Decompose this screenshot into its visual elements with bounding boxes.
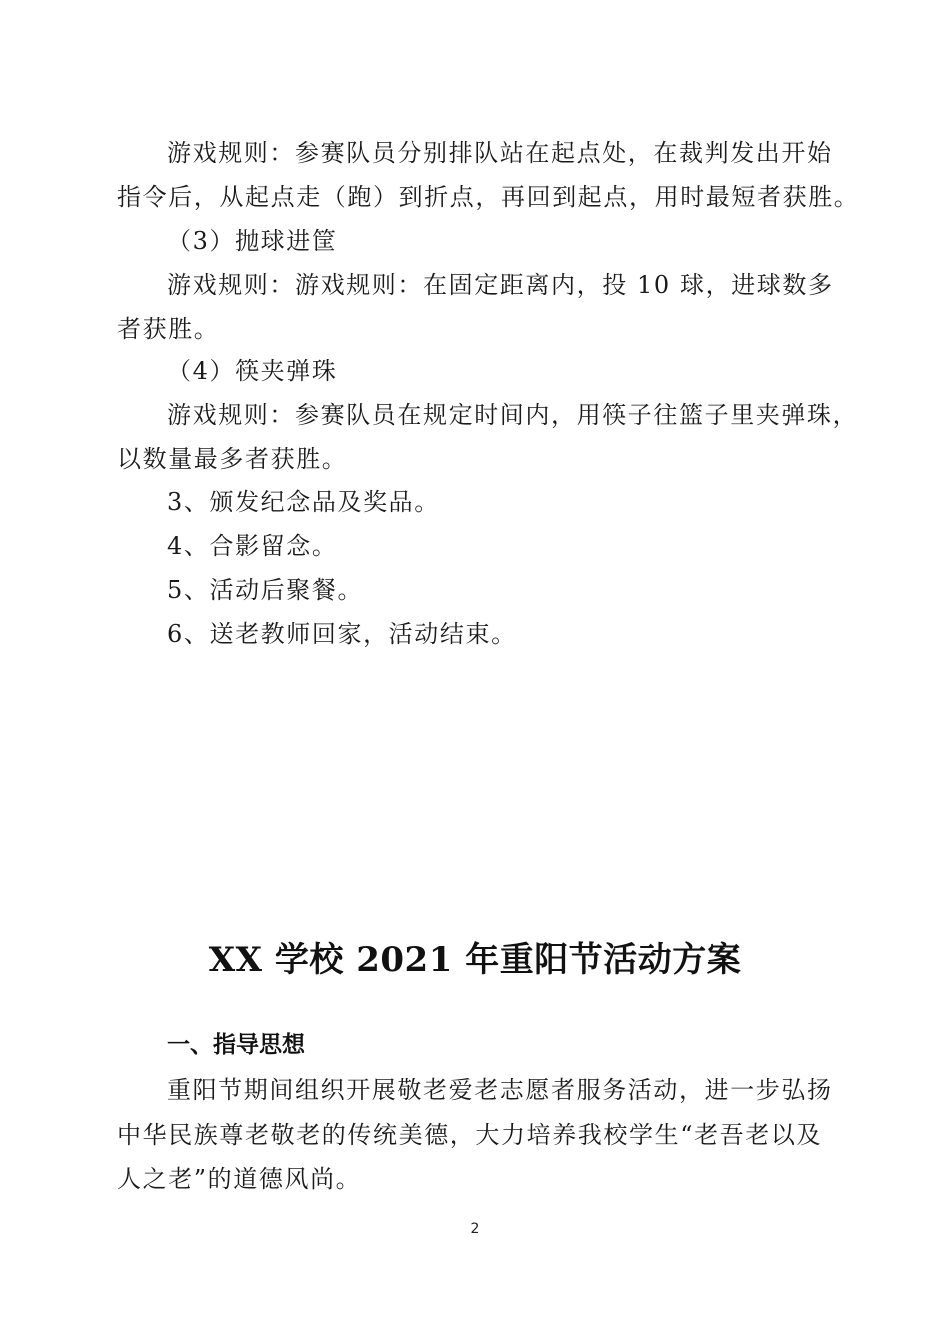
page-number: 2: [470, 1221, 480, 1237]
rule-text-line: 指令后，从起点走（跑）到折点，再回到起点，用时最短者获胜。: [117, 183, 860, 211]
game-item-heading: （3）抛球进筐: [167, 227, 338, 255]
body-text-line: 中华民族尊老敬老的传统美德，大力培养我校学生“老吾老以及: [117, 1121, 823, 1149]
agenda-step: 5、活动后聚餐。: [167, 576, 364, 604]
rule-text-line: 游戏规则：游戏规则：在固定距离内，投 10 球，进球数多: [167, 271, 834, 299]
rule-text-line: 以数量最多者获胜。: [117, 445, 348, 473]
rule-text-line: 者获胜。: [117, 315, 220, 343]
section-heading: 一、指导思想: [167, 1032, 305, 1058]
body-text-line: 人之老”的道德风尚。: [117, 1165, 362, 1193]
agenda-step: 3、颁发纪念品及奖品。: [167, 488, 440, 516]
rule-text-line: 游戏规则：参赛队员分别排队站在起点处，在裁判发出开始: [167, 139, 833, 167]
game-item-heading: （4）筷夹弹珠: [167, 357, 338, 385]
rule-text-line: 游戏规则：参赛队员在规定时间内，用筷子往篮子里夹弹珠，: [167, 401, 859, 429]
body-text-line: 重阳节期间组织开展敬老爱老志愿者服务活动，进一步弘扬: [167, 1076, 833, 1104]
document-title: XX 学校 2021 年重阳节活动方案: [208, 940, 742, 980]
agenda-step: 4、合影留念。: [167, 532, 338, 560]
agenda-step: 6、送老教师回家，活动结束。: [167, 620, 517, 648]
